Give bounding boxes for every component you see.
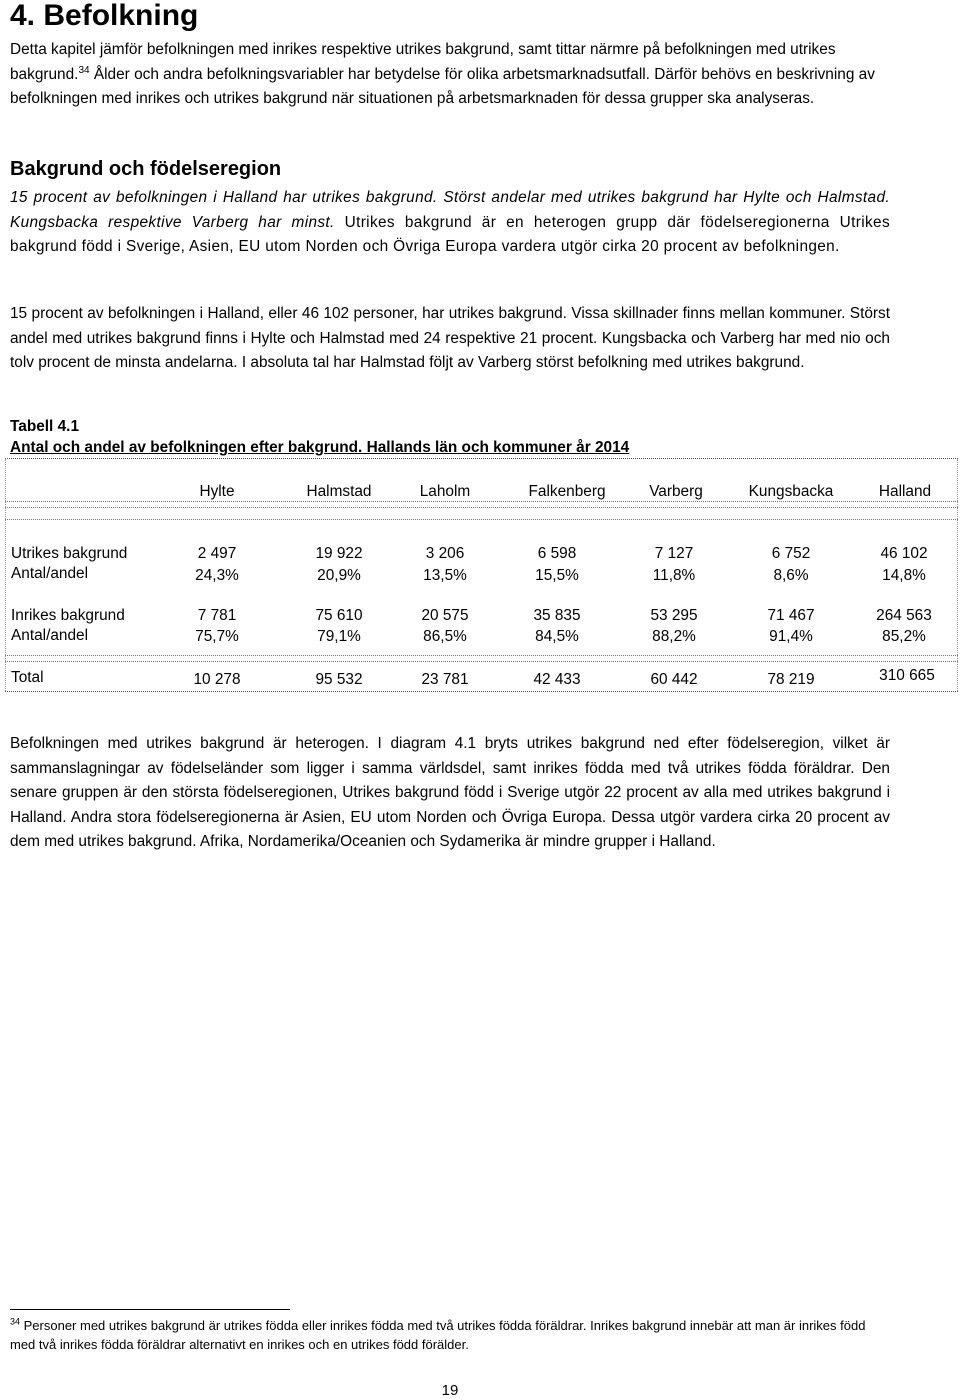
col-header-halland: Halland bbox=[878, 483, 932, 500]
table-cell: 46 102 bbox=[880, 545, 928, 562]
table-cell: 53 295 bbox=[650, 607, 698, 624]
table-caption bbox=[10, 416, 629, 458]
table-cell: 2 497 bbox=[197, 545, 237, 562]
footnote-reference[interactable]: 34 bbox=[78, 64, 90, 76]
table-cell: 86,5% bbox=[423, 628, 467, 645]
table-cell: 42 433 bbox=[533, 671, 581, 688]
table-cell: 20 575 bbox=[421, 607, 469, 624]
chapter-title: 4. Befolkning bbox=[10, 0, 199, 32]
table-cell: 85,2% bbox=[882, 628, 926, 645]
section-heading: Bakgrund och födelseregion bbox=[10, 158, 282, 180]
table-cell: 79,1% bbox=[317, 628, 361, 645]
page-number: 19 bbox=[441, 1382, 459, 1399]
table-label: Tabell 4.1 bbox=[10, 418, 80, 435]
summary-paragraph bbox=[10, 186, 890, 260]
table-cell: 7 781 bbox=[197, 607, 237, 624]
intro-text-a: Detta kapitel jämför befolkningen med inrikes respektive utrikes bakgrund, samt tittar närmre på befolkningen med utrikes bakgrund. bbox=[10, 41, 836, 83]
col-header-falkenberg: Falkenberg bbox=[528, 483, 606, 500]
footnote-text: Personer med utrikes bakgrund är utrikes födda eller inrikes födda med två utrikes födda föräldrar. Inrikes bakgrund innebär att man är inrikes född med två inrikes födda föräldrar alternativt en inrikes och en utrikes född förälder. bbox=[10, 1318, 866, 1352]
paragraph-municipalities: 15 procent av befolkningen i Halland, eller 46 102 personer, har utrikes bakgrund. Vissa skillnader finns mellan kommuner. Störst andel med utrikes bakgrund finns i Hylte och Halmstad med 24 respektive 21 procent. Kungsbacka och Varberg har med nio och tolv procent de minsta andelarna. I absoluta tal har Halmstad följt av Varberg störst befolkning med utrikes bakgrund. bbox=[10, 305, 890, 371]
table-cell: 15,5% bbox=[535, 567, 579, 584]
table-cell: 75 610 bbox=[315, 607, 363, 624]
table-cell: 6 752 bbox=[771, 545, 811, 562]
table-cell: 75,7% bbox=[195, 628, 239, 645]
row-label-utrikes: Utrikes bakgrund bbox=[11, 545, 128, 562]
summary-regular-text: Utrikes bakgrund är en heterogen grupp där födelseregionerna Utrikes bakgrund född i Sverige, Asien, EU utom Norden och Övriga Europa vardera utgör cirka 20 procent av befolkningen. bbox=[10, 213, 890, 255]
table-cell: 310 665 bbox=[879, 667, 935, 684]
table-cell: 23 781 bbox=[421, 671, 469, 688]
row-label-inrikes: Inrikes bakgrund bbox=[11, 607, 125, 624]
intro-text-b: Ålder och andra befolkningsvariabler har betydelse för olika arbetsmarknadsutfall. Därför behövs en beskrivning av befolkningen med inrikes och utrikes bakgrund när situationen på arbetsmarknaden för dessa grupper ska analyseras. bbox=[10, 65, 875, 107]
col-header-laholm: Laholm bbox=[419, 483, 471, 500]
table-cell: 10 278 bbox=[193, 671, 241, 688]
intro-paragraph bbox=[10, 38, 890, 112]
col-header-halmstad: Halmstad bbox=[306, 483, 372, 500]
table-title: Antal och andel av befolkningen efter bakgrund. Hallands län och kommuner år 2014 bbox=[10, 439, 630, 456]
footnote-number: 34 bbox=[10, 1316, 21, 1327]
row-sublabel-utrikes: Antal/andel bbox=[11, 565, 89, 582]
table-cell: 84,5% bbox=[535, 628, 579, 645]
table-cell: 14,8% bbox=[882, 567, 926, 584]
row-sublabel-inrikes: Antal/andel bbox=[11, 627, 89, 644]
table-cell: 7 127 bbox=[654, 545, 694, 562]
table-cell: 19 922 bbox=[315, 545, 363, 562]
summary-italic-text: 15 procent av befolkningen i Halland har utrikes bakgrund. Störst andelar med utrikes bakgrund har Hylte och Halmstad. Kungsbacka respektive Varberg har minst. bbox=[10, 189, 890, 231]
col-header-hylte: Hylte bbox=[199, 483, 235, 500]
table-rule bbox=[5, 519, 958, 520]
footnote bbox=[10, 1316, 890, 1354]
table-cell: 91,4% bbox=[769, 628, 813, 645]
population-table bbox=[5, 458, 958, 692]
table-cell: 71 467 bbox=[767, 607, 815, 624]
table-rule bbox=[5, 661, 958, 662]
table-rule bbox=[5, 459, 6, 691]
table-cell: 8,6% bbox=[773, 567, 809, 584]
table-cell: 3 206 bbox=[425, 545, 465, 562]
table-cell: 95 532 bbox=[315, 671, 363, 688]
table-cell: 24,3% bbox=[195, 567, 239, 584]
table-cell: 13,5% bbox=[423, 567, 467, 584]
table-cell: 264 563 bbox=[876, 607, 932, 624]
table-rule bbox=[5, 655, 958, 656]
table-cell: 60 442 bbox=[650, 671, 698, 688]
table-cell: 11,8% bbox=[652, 567, 696, 584]
table-cell: 88,2% bbox=[652, 628, 696, 645]
col-header-varberg: Varberg bbox=[649, 483, 703, 500]
table-cell: 6 598 bbox=[537, 545, 577, 562]
table-rule bbox=[5, 507, 958, 508]
col-header-kungsbacka: Kungsbacka bbox=[748, 483, 834, 500]
table-cell: 78 219 bbox=[767, 671, 815, 688]
row-label-total: Total bbox=[11, 669, 44, 686]
table-cell: 35 835 bbox=[533, 607, 581, 624]
paragraph-birth-regions: Befolkningen med utrikes bakgrund är heterogen. I diagram 4.1 bryts utrikes bakgrund ned efter födelseregion, vilket är sammanslagningar av födelseländer som ligger i samma världsdel, samt inrikes födda med två utrikes födda föräldrar. Den senare gruppen är den största födelseregionen, Utrikes bakgrund född i Sverige utgör 22 procent av alla med utrikes bakgrund i Halland. Andra stora födelseregionerna är Asien, EU utom Norden och Övriga Europa. Dessa utgör vardera cirka 20 procent av dem med utrikes bakgrund. Afrika, Nordamerika/Oceanien och Sydamerika är mindre grupper i Halland. bbox=[10, 735, 890, 850]
footnote-separator bbox=[10, 1309, 290, 1310]
table-cell: 20,9% bbox=[317, 567, 361, 584]
